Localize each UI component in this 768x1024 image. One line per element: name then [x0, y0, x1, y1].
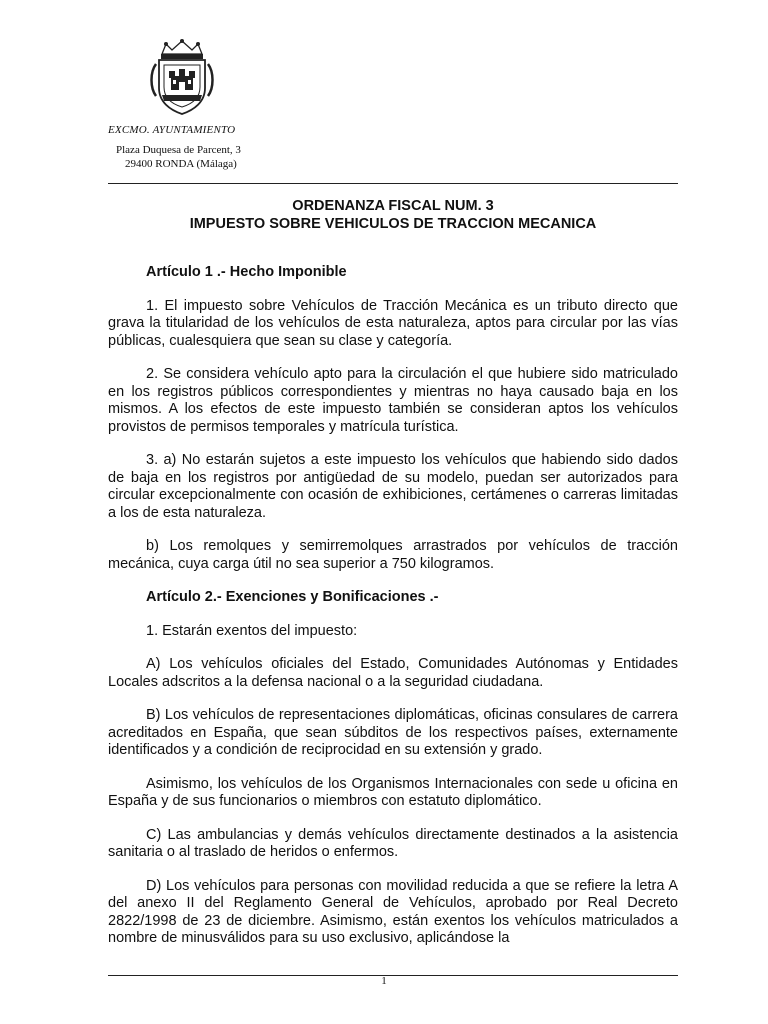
header-divider [108, 183, 678, 184]
paragraph-10: D) Los vehículos para personas con movilidad reducida a que se refiere la letra A del anexo II del Reglamento General de Vehículos, aprobado por Real Decreto 2822/1998 de 23 de diciembre. Asimismo, están exentos los vehículos matriculados a nombre de minusválidos para su uso exclusivo, aplicándose la [108, 877, 678, 946]
paragraph-2: 2. Se considera vehículo apto para la circulación el que hubiere sido matriculado en los registros públicos correspondientes y mientras no haya causado baja en los mismos. A los efectos de este impuesto también se consideran aptos los vehículos provistos de permisos temporales y matrícula turística. [108, 366, 678, 435]
document-title [108, 197, 678, 233]
paragraph-7: B) Los vehículos de representaciones diplomáticas, oficinas consulares de carrera acreditados en España, que sean súbditos de los respectivos países, externamente identificados y a condición de reciprocidad en su extensión y grado. [108, 707, 678, 758]
paragraph-6: A) Los vehículos oficiales del Estado, Comunidades Autónomas y Entidades Locales adscritos a la defensa nacional o a la seguridad ciudadana. [108, 656, 678, 690]
coat-of-arms-icon [148, 38, 216, 118]
title-line-1: ORDENANZA FISCAL NUM. 3 [292, 198, 494, 214]
title-line-2: IMPUESTO SOBRE VEHICULOS DE TRACCION MECANICA [189, 216, 597, 232]
paragraph-5: 1. Estarán exentos del impuesto: [146, 622, 358, 639]
address-block [116, 143, 241, 171]
address-line-1: Plaza Duquesa de Parcent, 3 [116, 144, 241, 156]
article-2-heading: Artículo 2.- Exenciones y Bonificaciones .- [146, 589, 439, 605]
article-1-heading: Artículo 1 .- Hecho Imponible [146, 264, 347, 280]
paragraph-3: 3. a) No estarán sujetos a este impuesto los vehículos que habiendo sido dados de baja en los registros por antigüedad de su modelo, puedan ser autorizados para circular excepcionalmente con ocasión de exhibiciones, certámenes o carreras limitadas a los de esta naturaleza. [108, 452, 678, 521]
document-body [108, 264, 678, 964]
organization-name: EXCMO. AYUNTAMIENTO [108, 124, 236, 136]
paragraph-4: b) Los remolques y semirremolques arrastrados por vehículos de tracción mecánica, cuya carga útil no sea superior a 750 kilogramos. [108, 538, 678, 572]
address-line-2: 29400 RONDA (Málaga) [125, 158, 237, 170]
page-number: 1 [381, 975, 387, 987]
paragraph-8: Asimismo, los vehículos de los Organismos Internacionales con sede u oficina en España y de sus funcionarios o miembros con estatuto diplomático. [108, 775, 678, 809]
paragraph-1: 1. El impuesto sobre Vehículos de Tracción Mecánica es un tributo directo que grava la titularidad de los vehículos de esta naturaleza, aptos para circular por las vías públicas, cualesquiera que sean su clase y categoría. [108, 297, 678, 349]
paragraph-9: C) Las ambulancias y demás vehículos directamente destinados a la asistencia sanitaria o al traslado de heridos o enfermos. [108, 826, 678, 860]
